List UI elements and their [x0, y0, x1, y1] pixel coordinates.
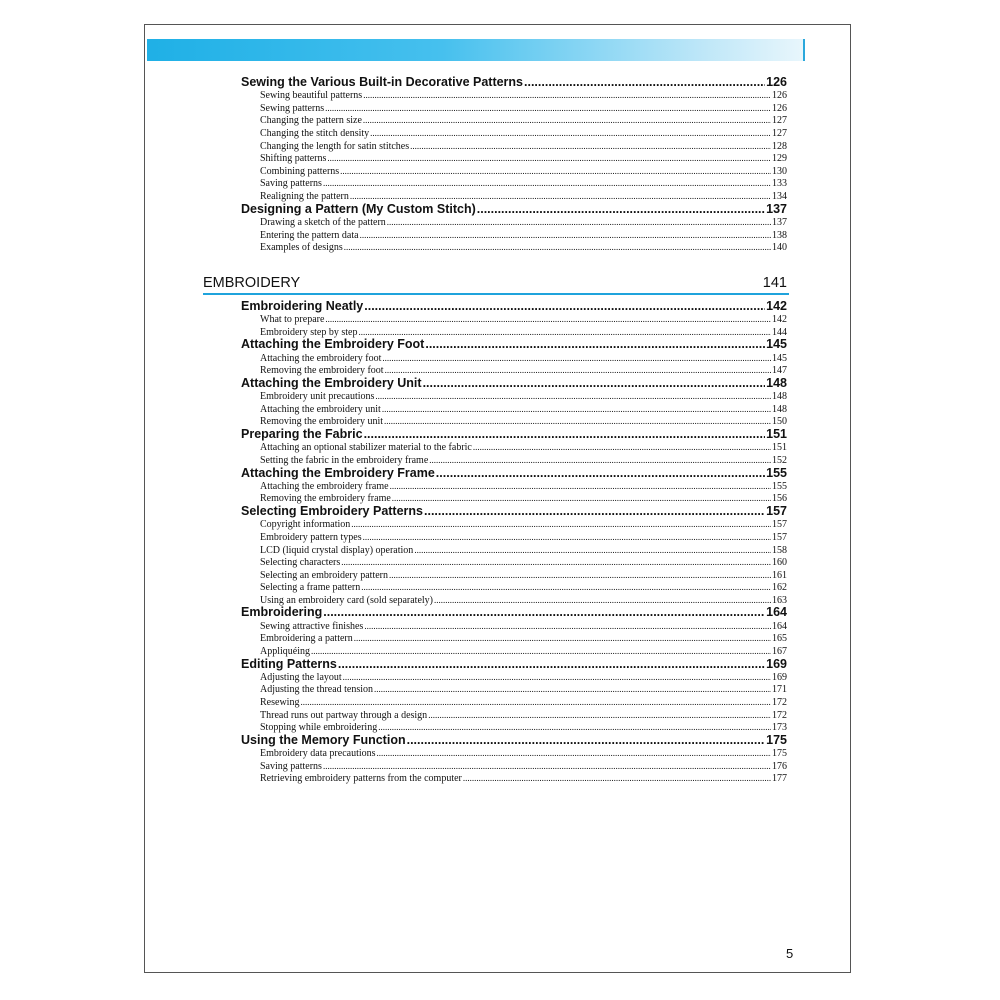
- toc-entry-title: Removing the embroidery unit: [260, 416, 384, 428]
- toc-entry-title: Changing the length for satin stitches: [260, 140, 410, 152]
- toc-chapter-entry: [241, 428, 787, 441]
- toc-entry-page: 145: [772, 352, 787, 364]
- toc-entry-page: 165: [772, 633, 787, 645]
- toc-entry-title: Entering the pattern data: [260, 229, 359, 241]
- toc-chapter-entry: [241, 467, 787, 480]
- toc-dot-leader: [377, 747, 771, 760]
- toc-entry-title: Selecting Embroidery Patterns: [241, 505, 424, 519]
- toc-subentry: [241, 326, 787, 339]
- toc-entry-title: Selecting an embroidery pattern: [260, 569, 389, 581]
- toc-entry-title: Appliquéing: [260, 645, 310, 657]
- toc-subentry: [241, 165, 787, 178]
- toc-subentry: [241, 190, 787, 203]
- toc-continued-list: [241, 76, 787, 254]
- toc-entry-title: Embroidering: [241, 606, 323, 620]
- toc-entry-title: Removing the embroidery frame: [260, 493, 391, 505]
- toc-dot-leader: [414, 544, 771, 557]
- toc-subentry: [241, 390, 787, 403]
- toc-subentry: [241, 772, 787, 785]
- toc-entry-page: 152: [772, 454, 787, 466]
- toc-entry-page: 151: [766, 428, 787, 442]
- section-title: EMBROIDERY: [203, 275, 301, 291]
- manual-page: [144, 24, 851, 973]
- toc-entry-page: 161: [772, 569, 787, 581]
- toc-entry-title: Setting the fabric in the embroidery frame: [260, 454, 429, 466]
- toc-dot-leader: [425, 338, 765, 351]
- toc-entry-title: Saving patterns: [260, 760, 322, 772]
- toc-entry-title: Embroidery pattern types: [260, 531, 362, 543]
- toc-entry-page: 142: [766, 300, 787, 313]
- toc-subentry: [241, 127, 787, 140]
- toc-subentry: [241, 102, 787, 115]
- toc-entry-title: Designing a Pattern (My Custom Stitch): [241, 202, 476, 216]
- toc-entry-title: Attaching the embroidery unit: [260, 403, 381, 415]
- toc-subentry: [241, 620, 787, 633]
- toc-entry-page: 169: [766, 657, 787, 671]
- toc-entry-title: Attaching an optional stabilizer material to the fabric: [260, 442, 472, 454]
- toc-entry-title: Embroidering Neatly: [241, 300, 364, 313]
- toc-subentry: [241, 492, 787, 505]
- toc-entry-title: Thread runs out partway through a design: [260, 709, 428, 721]
- toc-entry-page: 173: [772, 722, 787, 734]
- toc-entry-title: Using an embroidery card (sold separately): [260, 594, 433, 606]
- toc-entry-title: Attaching the embroidery frame: [260, 480, 389, 492]
- toc-subentry: [241, 721, 787, 734]
- toc-dot-leader: [363, 89, 771, 102]
- toc-entry-page: 140: [772, 242, 787, 254]
- toc-entry-page: 137: [772, 216, 787, 228]
- toc-dot-leader: [351, 518, 771, 531]
- toc-entry-page: 151: [772, 442, 787, 454]
- toc-entry-title: Attaching the Embroidery Foot: [241, 338, 425, 352]
- section-heading: [203, 275, 787, 295]
- toc-chapter-entry: [241, 377, 787, 390]
- toc-entry-page: 155: [766, 466, 787, 480]
- toc-dot-leader: [370, 127, 771, 140]
- toc-entry-page: 142: [772, 314, 787, 326]
- toc-entry-page: 171: [772, 684, 787, 696]
- toc-entry-page: 129: [772, 153, 787, 165]
- toc-entry-page: 158: [772, 544, 787, 556]
- toc-subentry: [241, 632, 787, 645]
- toc-subentry: [241, 177, 787, 190]
- toc-entry-title: Removing the embroidery foot: [260, 365, 384, 377]
- toc-entry-title: Changing the pattern size: [260, 115, 362, 127]
- toc-subentry: [241, 140, 787, 153]
- toc-entry-page: 169: [772, 671, 787, 683]
- toc-entry-page: 157: [766, 505, 787, 519]
- toc-dot-leader: [477, 203, 765, 216]
- toc-subentry: [241, 216, 787, 229]
- toc-entry-page: 130: [772, 165, 787, 177]
- toc-entry-title: Attaching the Embroidery Frame: [241, 466, 435, 480]
- toc-entry-title: Editing Patterns: [241, 657, 337, 671]
- toc-subentry: [241, 415, 787, 428]
- toc-entry-page: 172: [772, 709, 787, 721]
- toc-dot-leader: [407, 734, 766, 747]
- toc-subentry: [241, 709, 787, 722]
- toc-subentry: [241, 556, 787, 569]
- toc-dot-leader: [341, 556, 771, 569]
- toc-entry-page: 157: [772, 519, 787, 531]
- toc-chapter-entry: [241, 76, 787, 89]
- toc-subentry: [241, 241, 787, 254]
- toc-entry-title: Adjusting the layout: [260, 671, 342, 683]
- toc-entry-title: Preparing the Fabric: [241, 428, 363, 442]
- header-bar-end: [803, 39, 805, 61]
- toc-entry-title: Selecting a frame pattern: [260, 582, 361, 594]
- toc-dot-leader: [423, 377, 766, 390]
- toc-dot-leader: [364, 620, 771, 633]
- toc-entry-title: Sewing the Various Built-in Decorative Patterns: [241, 76, 524, 89]
- toc-dot-leader: [390, 480, 771, 493]
- toc-entry-page: 160: [772, 557, 787, 569]
- toc-dot-leader: [382, 403, 771, 416]
- toc-entry-title: Sewing beautiful patterns: [260, 90, 363, 102]
- toc-subentry: [241, 594, 787, 607]
- toc-entry-title: Sewing patterns: [260, 102, 325, 114]
- toc-entry-title: Saving patterns: [260, 178, 322, 190]
- toc-dot-leader: [434, 594, 771, 607]
- toc-dot-leader: [410, 140, 771, 153]
- toc-dot-leader: [389, 569, 771, 582]
- toc-entry-title: Embroidery step by step: [260, 326, 358, 338]
- toc-entry-page: 167: [772, 645, 787, 657]
- toc-entry-title: Using the Memory Function: [241, 733, 406, 747]
- toc-dot-leader: [375, 390, 771, 403]
- toc-dot-leader: [327, 152, 771, 165]
- toc-dot-leader: [343, 671, 771, 684]
- toc-dot-leader: [344, 241, 771, 254]
- toc-dot-leader: [363, 531, 771, 544]
- toc-entry-page: 157: [772, 531, 787, 543]
- toc-subentry: [241, 683, 787, 696]
- toc-dot-leader: [350, 190, 771, 203]
- toc-dot-leader: [361, 581, 771, 594]
- toc-entry-title: Changing the stitch density: [260, 128, 370, 140]
- toc-entry-page: 155: [772, 480, 787, 492]
- toc-subentry: [241, 364, 787, 377]
- toc-entry-page: 148: [772, 391, 787, 403]
- page-number: 5: [786, 946, 794, 961]
- toc-subentry: [241, 403, 787, 416]
- toc-entry-title: Shifting patterns: [260, 153, 327, 165]
- toc-subentry: [241, 313, 787, 326]
- toc-entry-page: 134: [772, 191, 787, 203]
- toc-entry-page: 147: [772, 365, 787, 377]
- toc-dot-leader: [387, 216, 771, 229]
- toc-dot-leader: [428, 709, 771, 722]
- toc-dot-leader: [374, 683, 771, 696]
- toc-entry-title: Attaching the Embroidery Unit: [241, 376, 422, 390]
- toc-chapter-entry: [241, 203, 787, 216]
- toc-entry-page: 144: [772, 326, 787, 338]
- toc-subentry: [241, 114, 787, 127]
- toc-entry-title: Resewing: [260, 697, 300, 709]
- toc-dot-leader: [323, 606, 765, 619]
- toc-subentry: [241, 581, 787, 594]
- toc-dot-leader: [384, 415, 771, 428]
- toc-dot-leader: [473, 441, 771, 454]
- toc-dot-leader: [524, 76, 765, 89]
- toc-chapter-entry: [241, 734, 787, 747]
- toc-entry-title: Combining patterns: [260, 165, 340, 177]
- toc-entry-page: 128: [772, 140, 787, 152]
- toc-entry-title: Stopping while embroidering: [260, 722, 378, 734]
- toc-entry-page: 156: [772, 493, 787, 505]
- toc-subentry: [241, 747, 787, 760]
- toc-entry-title: Selecting characters: [260, 557, 341, 569]
- toc-entry-page: 150: [772, 416, 787, 428]
- toc-entry-title: Sewing attractive finishes: [260, 620, 364, 632]
- toc-entry-page: 175: [772, 748, 787, 760]
- toc-dot-leader: [360, 229, 771, 242]
- toc-dot-leader: [378, 721, 771, 734]
- toc-dot-leader: [323, 177, 771, 190]
- toc-subentry: [241, 671, 787, 684]
- toc-entry-page: 138: [772, 229, 787, 241]
- toc-subentry: [241, 89, 787, 102]
- toc-subentry: [241, 152, 787, 165]
- toc-entry-page: 163: [772, 594, 787, 606]
- toc-chapter-entry: [241, 606, 787, 619]
- toc-dot-leader: [340, 165, 771, 178]
- toc-dot-leader: [311, 645, 771, 658]
- toc-entry-title: Copyright information: [260, 519, 351, 531]
- toc-dot-leader: [338, 658, 765, 671]
- toc-entry-title: Embroidery data precautions: [260, 748, 376, 760]
- toc-dot-leader: [392, 492, 771, 505]
- toc-entry-title: Examples of designs: [260, 242, 343, 254]
- toc-dot-leader: [325, 102, 771, 115]
- toc-entry-page: 126: [772, 102, 787, 114]
- toc-entry-title: Realigning the pattern: [260, 191, 349, 203]
- toc-dot-leader: [364, 428, 766, 441]
- toc-subentry: [241, 696, 787, 709]
- toc-dot-leader: [363, 114, 771, 127]
- toc-entry-page: 177: [772, 773, 787, 785]
- toc-entry-page: 148: [772, 403, 787, 415]
- toc-entry-title: Attaching the embroidery foot: [260, 352, 382, 364]
- toc-dot-leader: [354, 632, 771, 645]
- toc-entry-page: 133: [772, 178, 787, 190]
- toc-entry-title: Embroidery unit precautions: [260, 391, 375, 403]
- toc-subentry: [241, 544, 787, 557]
- toc-entry-title: Drawing a sketch of the pattern: [260, 216, 386, 228]
- header-color-bar: [147, 39, 803, 61]
- toc-chapter-entry: [241, 338, 787, 351]
- toc-entry-page: 127: [772, 128, 787, 140]
- toc-subentry: [241, 760, 787, 773]
- toc-chapter-entry: [241, 658, 787, 671]
- toc-entry-title: What to prepare: [260, 314, 325, 326]
- toc-entry-page: 164: [772, 620, 787, 632]
- toc-entry-title: Embroidering a pattern: [260, 633, 353, 645]
- toc-entry-page: 145: [766, 338, 787, 352]
- toc-dot-leader: [325, 313, 771, 326]
- toc-entry-page: 126: [766, 76, 787, 89]
- toc-dot-leader: [463, 772, 771, 785]
- toc-subentry: [241, 645, 787, 658]
- toc-subentry: [241, 480, 787, 493]
- toc-entry-title: Retrieving embroidery patterns from the computer: [260, 773, 462, 785]
- section-page: 141: [762, 275, 787, 291]
- toc-entry-page: 126: [772, 90, 787, 102]
- toc-entry-page: 148: [766, 376, 787, 390]
- toc-dot-leader: [364, 300, 765, 313]
- toc-chapter-entry: [241, 300, 787, 313]
- toc-dot-leader: [436, 467, 765, 480]
- toc-entry-title: LCD (liquid crystal display) operation: [260, 544, 414, 556]
- toc-dot-leader: [429, 454, 771, 467]
- toc-dot-leader: [424, 505, 765, 518]
- toc-dot-leader: [385, 364, 771, 377]
- toc-subentry: [241, 531, 787, 544]
- toc-entry-page: 127: [772, 115, 787, 127]
- toc-dot-leader: [358, 326, 771, 339]
- toc-subentry: [241, 352, 787, 365]
- toc-entry-page: 137: [766, 202, 787, 216]
- toc-subentry: [241, 518, 787, 531]
- toc-dot-leader: [323, 760, 771, 773]
- toc-entry-page: 176: [772, 760, 787, 772]
- toc-entry-title: Adjusting the thread tension: [260, 684, 374, 696]
- toc-chapter-entry: [241, 505, 787, 518]
- toc-subentry: [241, 454, 787, 467]
- toc-subentry: [241, 569, 787, 582]
- toc-entry-page: 162: [772, 582, 787, 594]
- toc-subentry: [241, 229, 787, 242]
- section-divider: [203, 293, 789, 295]
- toc-dot-leader: [382, 352, 771, 365]
- toc-dot-leader: [300, 696, 771, 709]
- toc-embroidery-list: [241, 300, 787, 785]
- toc-entry-page: 164: [766, 606, 787, 620]
- toc-entry-page: 172: [772, 697, 787, 709]
- toc-entry-page: 175: [766, 733, 787, 747]
- toc-subentry: [241, 441, 787, 454]
